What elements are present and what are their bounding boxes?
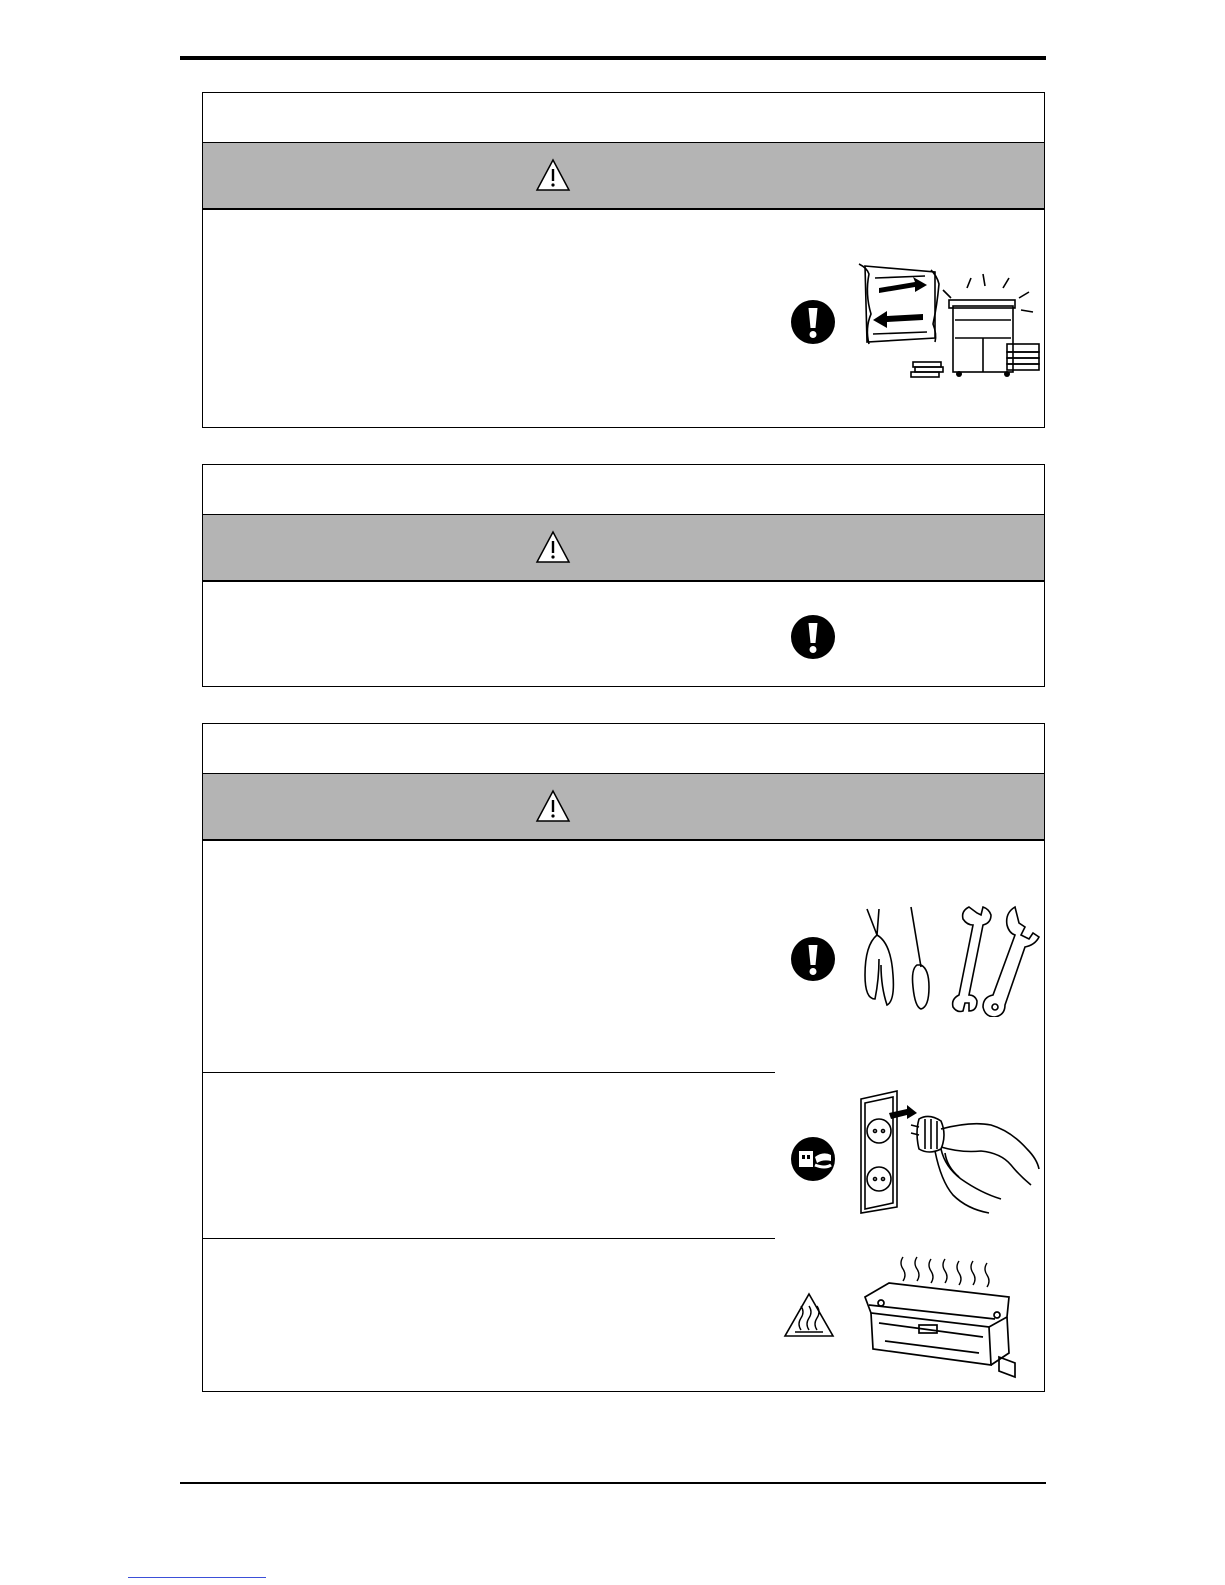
footer-rule: [180, 1482, 1046, 1484]
footer-link[interactable]: [128, 1577, 266, 1578]
box-title: [203, 465, 1044, 515]
warning-band: [203, 515, 1044, 582]
hot-surface-warning-icon: [783, 1292, 835, 1338]
hot-fuser-unit-illustration: [859, 1253, 1039, 1379]
warning-triangle-icon: [535, 530, 571, 564]
instruction-text: [203, 1073, 773, 1105]
mandatory-exclamation-icon: [789, 613, 837, 661]
plug-removal-illustration: [855, 1089, 1040, 1215]
instruction-text: [203, 210, 773, 242]
box-body: [203, 582, 1044, 685]
box-title: [203, 724, 1044, 774]
box-body: [203, 210, 1044, 426]
mandatory-exclamation-icon: [789, 298, 837, 346]
ventilation-copier-illustration: [855, 258, 1043, 383]
caution-box-3: [202, 723, 1045, 1392]
warning-triangle-icon: [535, 158, 571, 192]
warning-band: [203, 143, 1044, 210]
caution-box-ventilation: [202, 92, 1045, 428]
header-rule: [180, 56, 1046, 60]
warning-band: [203, 774, 1044, 841]
box-body: [203, 841, 1044, 1390]
caution-box-2: [202, 464, 1045, 687]
box-title: [203, 93, 1044, 143]
unplug-power-cord-icon: [789, 1135, 837, 1183]
instruction-text: [203, 582, 773, 614]
mandatory-exclamation-icon: [789, 935, 837, 983]
service-tools-illustration: [855, 905, 1040, 1017]
warning-triangle-icon: [535, 789, 571, 823]
instruction-text: [203, 1239, 773, 1271]
instruction-text: [203, 841, 773, 873]
